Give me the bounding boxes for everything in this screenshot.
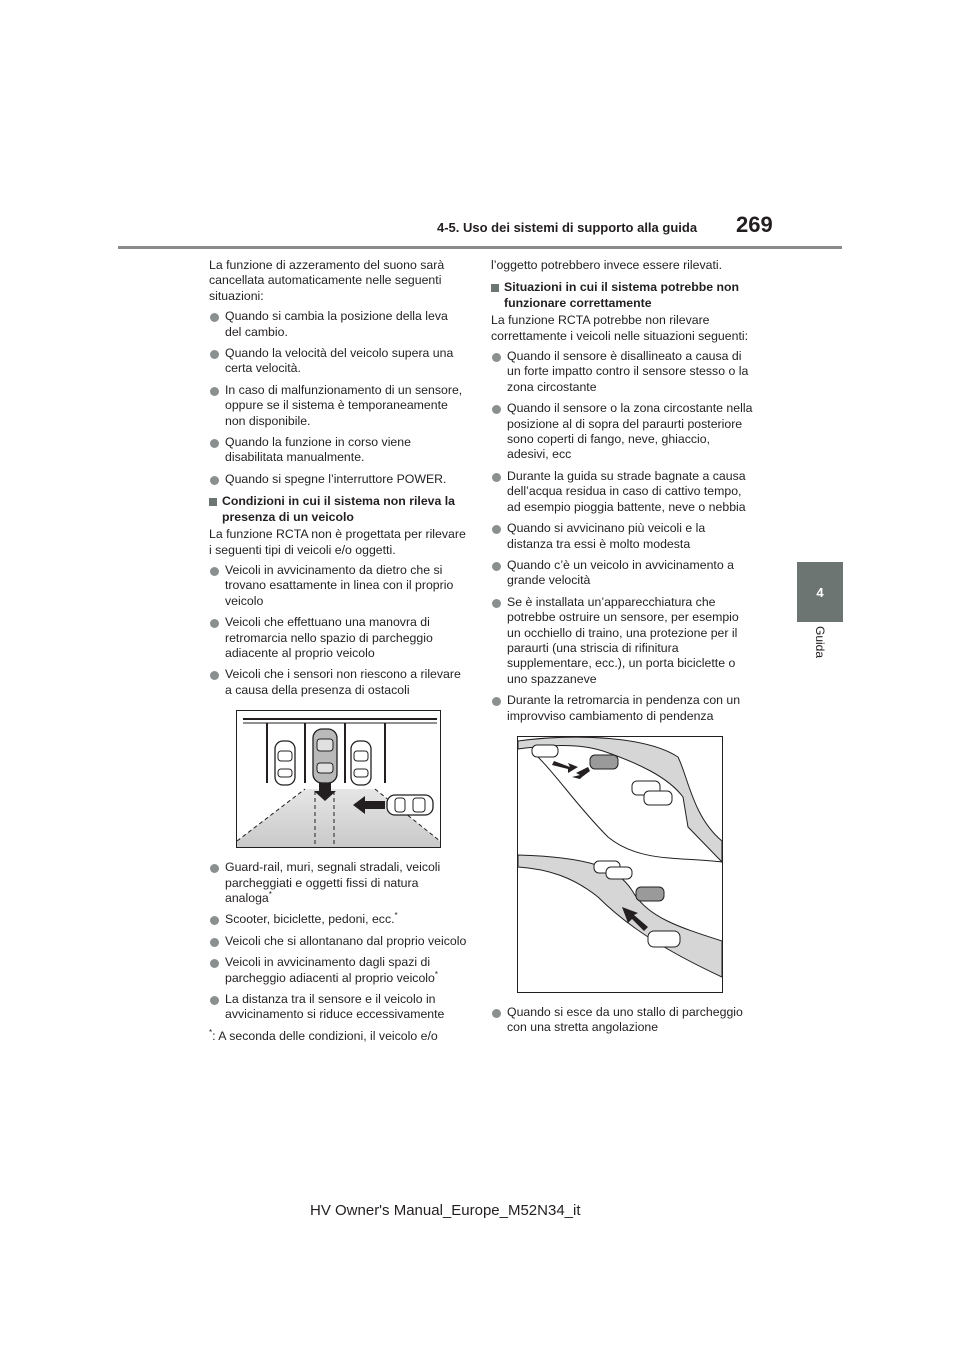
chapter-label: Guida [813,626,827,659]
footnote-marker: * [209,1027,213,1037]
section-heading: Situazioni in cui il sistema potrebbe non funzionare correttamente [491,280,753,311]
list-item: Veicoli che effettuano una manovra di retromarcia nello spazio di parcheggio adiacente al proprio veicolo [209,615,467,661]
list-item: Quando si avvicinano più veicoli e la distanza tra essi è molto modesta [491,521,753,552]
footnote-marker: * [268,889,272,899]
list-item: La distanza tra il sensore e il veicolo in avvicinamento si riduce eccessivamente [209,992,467,1023]
list-item: Quando la velocità del veicolo supera una certa velocità. [209,346,467,377]
footer-text: HV Owner's Manual_Europe_M52N34_it [310,1202,581,1219]
list-item: Quando si spegne l’interruttore POWER. [209,472,467,487]
footnote-marker: * [434,969,438,979]
right-column [491,258,753,1042]
chapter-number: 4 [816,584,824,600]
slope-illustration [517,736,723,993]
section-intro: La funzione RCTA non è progettata per rilevare i seguenti tipi di veicoli e/o oggetti. [209,527,466,557]
list-item: Se è installata un’apparecchiatura che potrebbe ostruire un sensore, per esempio un occhiello di traino, una protezione per il paraurti (una striscia di rifinitura supplementare, ecc.), un porta biciclette o uno spazzaneve [491,595,753,687]
list-item: Veicoli che i sensori non riescono a rilevare a causa della presenza di ostacoli [209,667,467,698]
list-item: Guard-rail, muri, segnali stradali, veicoli parcheggiati e oggetti fissi di natura analoga* [209,860,467,906]
list-item: Veicoli in avvicinamento dagli spazi di parcheggio adiacenti al proprio veicolo* [209,955,467,986]
list-item: Quando il sensore è disallineato a causa di un forte impatto contro il sensore stesso o la zona circostante [491,349,753,395]
footnote: *: A seconda delle condizioni, il veicolo e/o [209,1027,438,1043]
list-item: Quando si esce da uno stallo di parcheggio con una stretta angolazione [491,1005,753,1036]
list-item: Durante la retromarcia in pendenza con un improvviso cambiamento di pendenza [491,693,753,724]
list-item: Veicoli in avvicinamento da dietro che si trovano esattamente in linea con il proprio veicolo [209,563,467,609]
list-item: Veicoli che si allontanano dal proprio veicolo [209,934,467,949]
intro-paragraph: La funzione di azzeramento del suono sarà cancellata automaticamente nelle seguenti situazioni: [209,258,445,303]
chapter-tab[interactable] [797,562,843,622]
list-item: Durante la guida su strade bagnate a causa dell’acqua residua in caso di cattivo tempo, ad esempio pioggia battente, neve o nebbia [491,469,753,515]
continuation-text: l’oggetto potrebbero invece essere rilevati. [491,258,723,272]
parking-illustration [236,710,441,848]
left-column [209,258,467,1044]
list-item: In caso di malfunzionamento di un sensore, oppure se il sistema è temporaneamente non disponibile. [209,383,467,429]
list-item: Quando c’è un veicolo in avvicinamento a grande velocità [491,558,753,589]
section-title: 4-5. Uso dei sistemi di supporto alla guida [437,220,698,235]
section-intro: La funzione RCTA potrebbe non rilevare correttamente i veicoli nelle situazioni seguenti: [491,313,749,343]
list-item: Quando il sensore o la zona circostante nella posizione al di sopra del paraurti posteriore sono coperti di fango, neve, ghiaccio, adesivi, ecc [491,401,753,463]
list-item: Quando la funzione in corso viene disabilitata manualmente. [209,435,467,466]
list-item: Quando si cambia la posizione della leva del cambio. [209,309,467,340]
list-item: Scooter, biciclette, pedoni, ecc.* [209,912,467,927]
page-number: 269 [736,212,773,237]
footnote-marker: * [394,911,398,921]
section-heading: Condizioni in cui il sistema non rileva la presenza di un veicolo [209,494,467,525]
header-divider [118,246,842,249]
